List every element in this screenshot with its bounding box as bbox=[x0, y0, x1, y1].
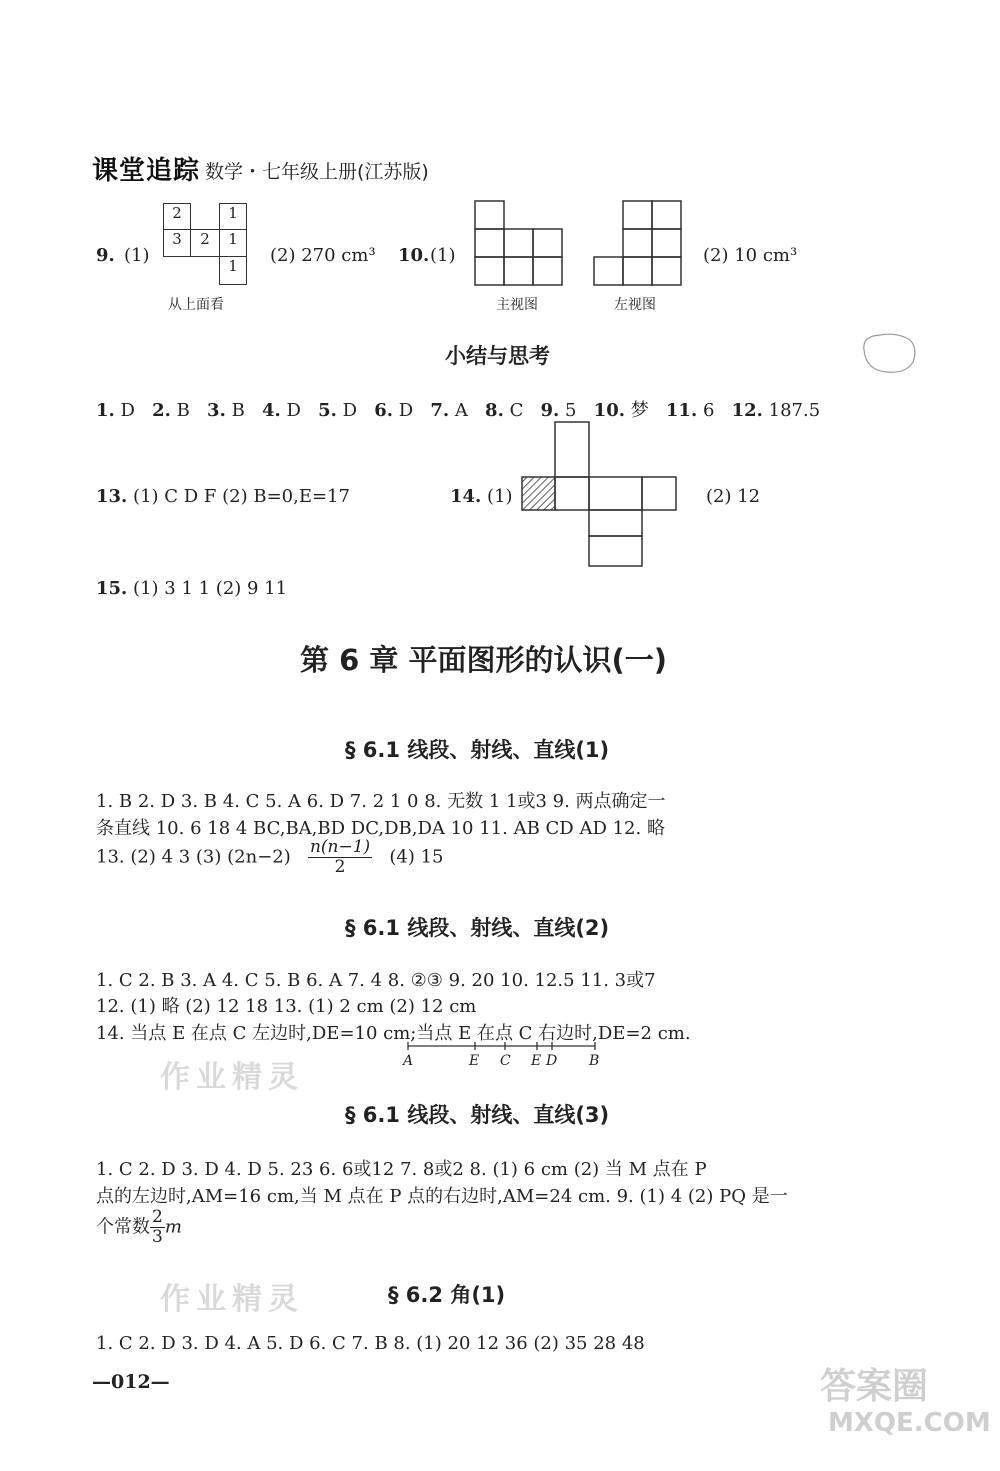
grid-cell: 2 bbox=[163, 203, 191, 230]
answer-line: 12. (1) 略 (2) 12 18 13. (1) 2 cm (2) 12 cm bbox=[96, 996, 477, 1017]
q14-net-diagram bbox=[520, 420, 685, 570]
answer-line: 1. C 2. D 3. D 4. A 5. D 6. C 7. B 8. (1) 20 12 36 (2) 35 28 48 bbox=[96, 1333, 645, 1354]
summary-answers-line1: 1. D 2. B 3. B 4. D 5. D 6. D 7. A 8. C 9. 5 10. 梦 11. 6 12. 187.5 bbox=[96, 400, 821, 421]
point-label: D bbox=[546, 1053, 558, 1069]
grid-cell: 3 bbox=[163, 229, 191, 257]
answer-text: (4) 15 bbox=[389, 846, 444, 868]
point-label: E bbox=[531, 1053, 542, 1069]
answer-line: 点的左边时,AM=16 cm,当 M 点在 P 点的右边时,AM=24 cm. 9. (1) 4 (2) PQ 是一 bbox=[96, 1186, 788, 1207]
grid-cell: 1 bbox=[219, 256, 247, 285]
grid-cell: 2 bbox=[190, 229, 220, 257]
answer-line: 1. C 2. D 3. D 4. D 5. 23 6. 6或12 7. 8或2 8. (1) 6 cm (2) 当 M 点在 P bbox=[96, 1159, 707, 1180]
section-title: § 6.1 线段、射线、直线(2) bbox=[345, 916, 610, 940]
point-label: C bbox=[500, 1053, 511, 1069]
q9-part1: (1) bbox=[124, 245, 150, 266]
book-title: 数学・七年级上册(江苏版) bbox=[205, 161, 429, 183]
q9-caption: 从上面看 bbox=[168, 297, 224, 313]
q9-part2: (2) 270 cm³ bbox=[270, 245, 376, 266]
q10-number: 10. bbox=[398, 245, 430, 266]
answer-line-fraction bbox=[96, 838, 443, 877]
answer-line: 14. 当点 E 在点 C 左边时,DE=10 cm;当点 E 在点 C 右边时,DE=2 cm. bbox=[96, 1023, 691, 1044]
q10-part1: (1) bbox=[430, 245, 456, 266]
page-number: —012— bbox=[92, 1371, 170, 1393]
series-logo: 课堂追踪 bbox=[92, 156, 201, 186]
section-title: § 6.1 线段、射线、直线(3) bbox=[345, 1103, 610, 1127]
point-label: E bbox=[469, 1053, 480, 1069]
summary-q14-part2: (2) 12 bbox=[706, 486, 761, 507]
site-logo: 答案圈 bbox=[820, 1366, 929, 1407]
summary-q14: 14. (1) bbox=[450, 486, 513, 507]
point-label: B bbox=[589, 1053, 600, 1069]
segment-diagram bbox=[400, 1040, 605, 1054]
summary-q13: 13. (1) C D F (2) B=0,E=17 bbox=[96, 486, 350, 507]
watermark-text: 作业精灵 bbox=[160, 1060, 304, 1095]
answer-line-fraction: 个常数 $\frac{2}{3}$ m bbox=[96, 1207, 182, 1247]
grid-cell: 1 bbox=[219, 203, 247, 230]
fraction: $\frac{2}{3}$ bbox=[152, 1207, 163, 1247]
point-label: A bbox=[403, 1053, 414, 1069]
q9-number: 9. bbox=[96, 245, 115, 266]
stamp-icon bbox=[858, 330, 920, 376]
fraction: $\frac{n(n-1)}{2}$ bbox=[309, 837, 371, 877]
q10-main-view-caption: 主视图 bbox=[496, 297, 538, 313]
grid-cell: 1 bbox=[219, 229, 247, 257]
chapter-title: 第 6 章 平面图形的认识(一) bbox=[300, 643, 667, 677]
watermark-text: 作业精灵 bbox=[160, 1282, 304, 1317]
site-url: MXQE.COM bbox=[828, 1408, 991, 1438]
answer-line: 1. C 2. B 3. A 4. C 5. B 6. A 7. 4 8. ②③ 9. 20 10. 12.5 11. 3或7 bbox=[96, 970, 656, 991]
answer-text: 个常数 bbox=[96, 1216, 150, 1238]
section-title: § 6.2 角(1) bbox=[388, 1283, 506, 1307]
answer-line: 1. B 2. D 3. B 4. C 5. A 6. D 7. 2 1 0 8. 无数 1 1或3 9. 两点确定一 bbox=[96, 791, 666, 812]
answer-text: 13. (2) 4 3 (3) (2n−2) bbox=[96, 846, 291, 868]
summary-title: 小结与思考 bbox=[445, 344, 550, 368]
summary-q15: 15. (1) 3 1 1 (2) 9 11 bbox=[96, 578, 288, 599]
section-title: § 6.1 线段、射线、直线(1) bbox=[345, 738, 610, 762]
q10-left-view-caption: 左视图 bbox=[614, 297, 656, 313]
q10-views-diagram bbox=[470, 198, 700, 290]
answer-line: 条直线 10. 6 18 4 BC,BA,BD DC,DB,DA 10 11. AB CD AD 12. 略 bbox=[96, 818, 665, 839]
q10-part2: (2) 10 cm³ bbox=[703, 245, 798, 266]
